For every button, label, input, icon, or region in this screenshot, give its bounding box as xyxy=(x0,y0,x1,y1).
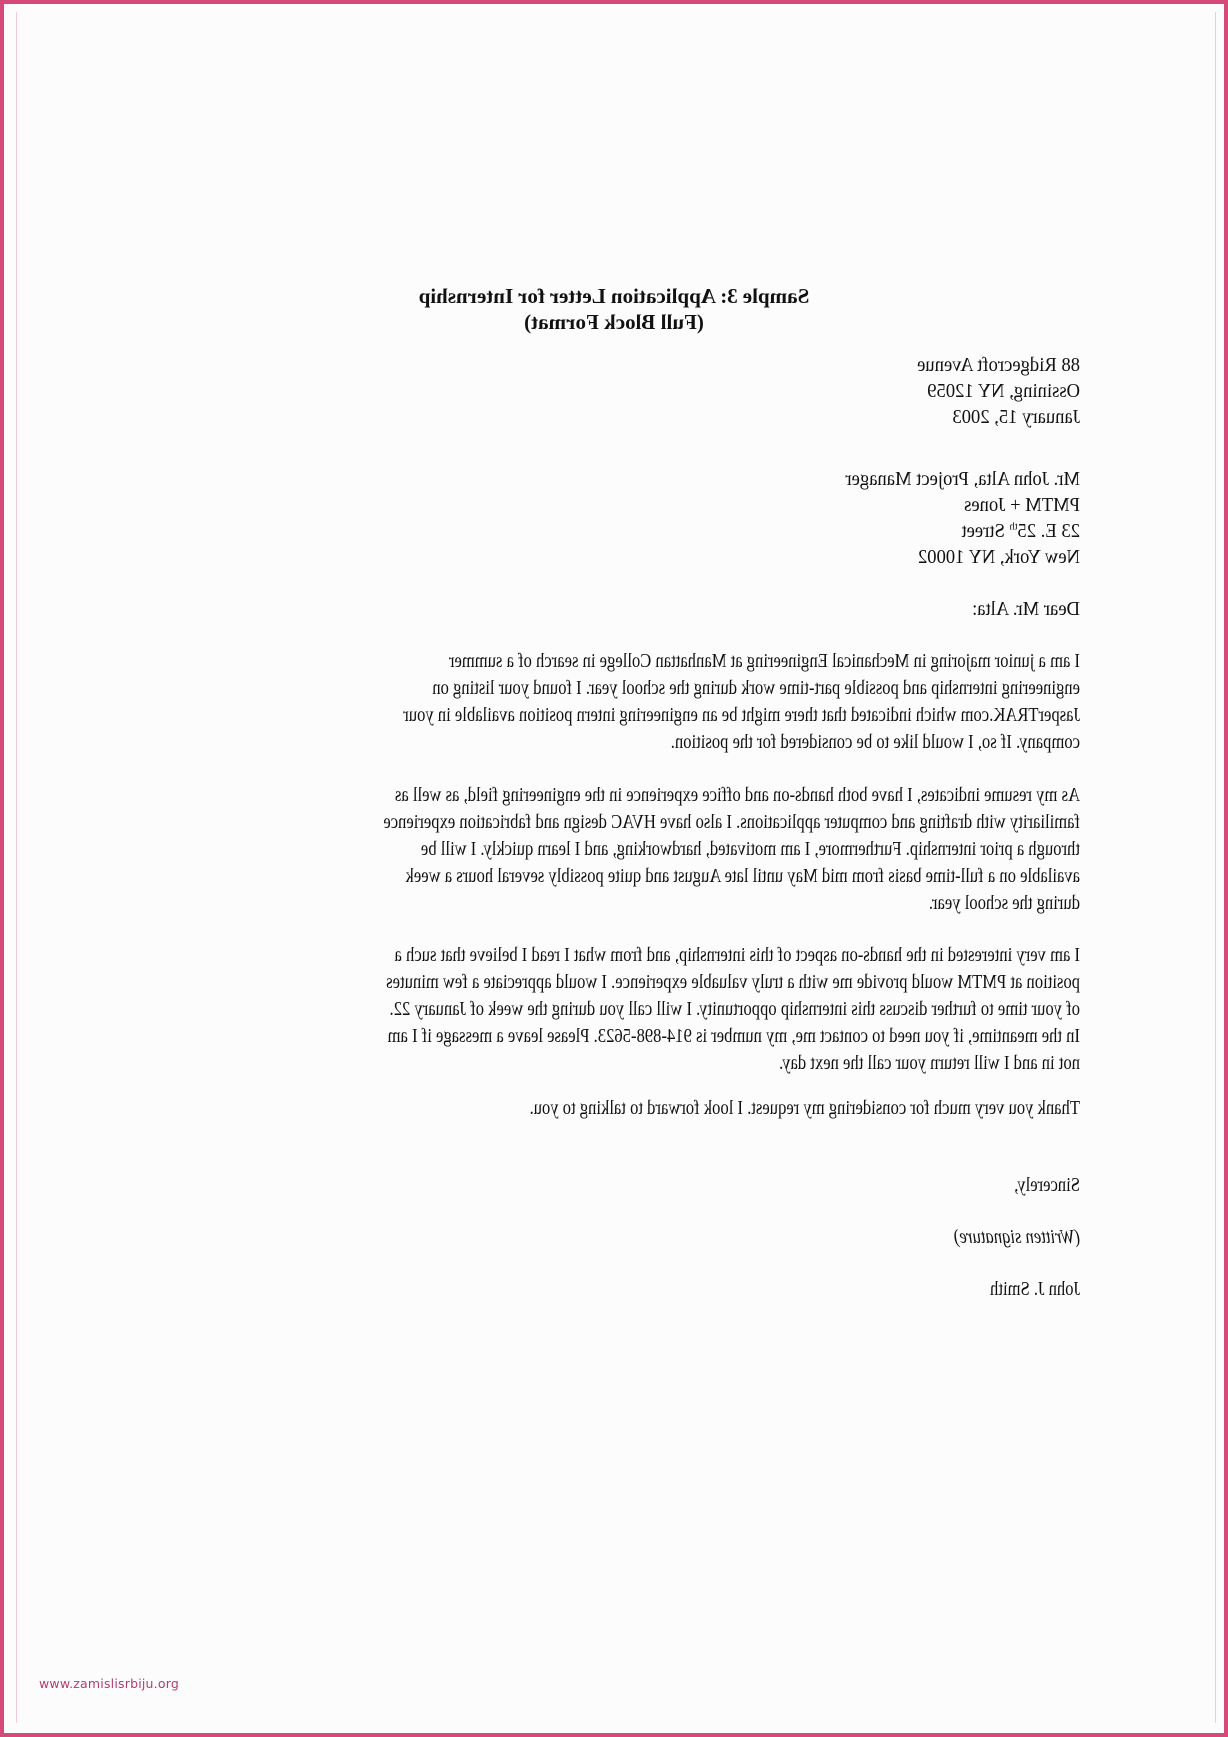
paragraph-line: company. If so, I would like to be considered for the position. xyxy=(670,731,1080,753)
paragraph-1 xyxy=(217,648,1080,756)
recipient-city: New York, NY 10002 xyxy=(917,546,1080,568)
paragraph-line: during the school year. xyxy=(928,892,1080,914)
closing: Sincerely, xyxy=(1014,1174,1080,1196)
paragraph-line: position at PMTM would provide me with a truly valuable experience. I would appreciate a few minutes xyxy=(386,971,1080,993)
paragraph-line: I am very interested in the hands-on aspect of this internship, and from what I read I believe that such a xyxy=(394,944,1080,966)
sender-address xyxy=(917,352,1080,430)
paragraph-line: of your time to further discuss this internship opportunity. I will call you during the week of January 22. xyxy=(389,998,1080,1020)
paragraph-line: JasperTRAK.com which indicated that there might be an engineering intern position available in your xyxy=(403,704,1080,726)
watermark-link[interactable]: www.zamislisrbiju.org xyxy=(39,1676,179,1691)
letter-date: January 15, 2003 xyxy=(952,406,1080,428)
paragraph-line: through a prior internship. Furthermore, I am motivated, hardworking, and I learn quickly. I will be xyxy=(420,838,1080,860)
recipient-street-name: Street xyxy=(961,520,1010,542)
recipient-address xyxy=(845,466,1080,570)
signature-note: (Written signature) xyxy=(953,1226,1080,1248)
paragraph-line: As my resume indicates, I have both hands-on and office experience in the engineering field, as well as xyxy=(394,784,1080,806)
recipient-name: Mr. John Alta, Project Manager xyxy=(845,468,1080,490)
letter-title xyxy=(0,283,1228,335)
recipient-street xyxy=(845,518,1080,544)
paragraph-4 xyxy=(217,1095,1080,1122)
paragraph-line: familiarity with drafting and computer applications. I also have HVAC design and fabrication experience xyxy=(383,811,1080,833)
paragraph-2 xyxy=(217,782,1080,917)
paragraph-line: In the meantime, if you need to contact me, my number is 914-898-5623. Please leave a message if I am xyxy=(387,1025,1080,1047)
sender-city: Ossining, NY 12059 xyxy=(927,380,1080,402)
signer-name: John J. Smith xyxy=(990,1278,1080,1300)
paragraph-line: not in and I will return your call the next day. xyxy=(779,1052,1080,1074)
paragraph-line: engineering internship and possible part-time work during the school year. I found your listing on xyxy=(432,677,1080,699)
recipient-company: PMTM + Jones xyxy=(964,494,1080,516)
title-line-1: Sample 3: Application Letter for Internship xyxy=(418,284,810,308)
paragraph-line: I am a junior majoring in Mechanical Engineering at Manhattan College in search of a summer xyxy=(448,650,1080,672)
salutation: Dear Mr. Alta: xyxy=(972,598,1080,620)
title-line-2: (Full Block Format) xyxy=(524,310,704,334)
paragraph-line: available on a full-time basis from mid May until late August and quite possibly several hours a week xyxy=(405,865,1080,887)
paragraph-line: Thank you very much for considering my request. I look forward to talking to you. xyxy=(529,1097,1080,1119)
sender-street: 88 Ridgecroft Avenue xyxy=(917,354,1080,376)
ordinal-suffix: th xyxy=(1009,520,1018,533)
paragraph-3 xyxy=(217,942,1080,1077)
recipient-street-number: 23 E. 25 xyxy=(1017,520,1080,542)
